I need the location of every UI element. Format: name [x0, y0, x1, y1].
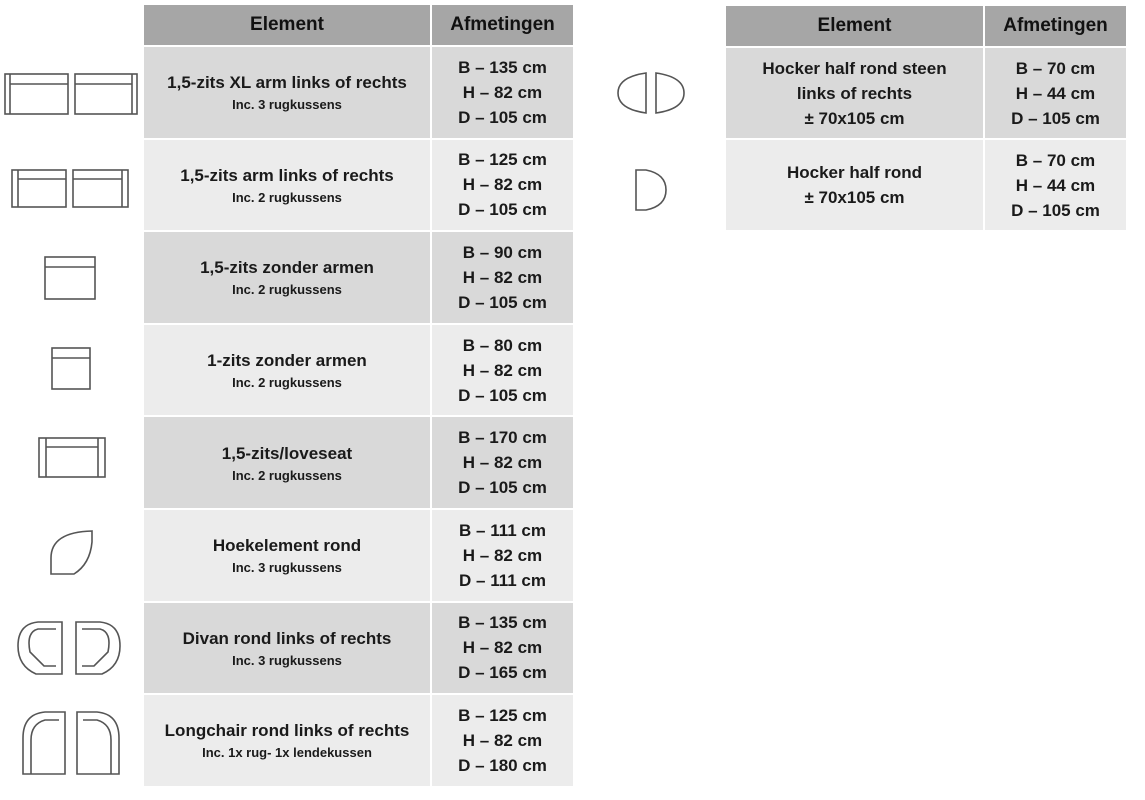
half-round-stool-icon: [634, 168, 668, 212]
dim-height: H – 44 cm: [1015, 175, 1096, 195]
element-name: Hoekelement rond: [212, 536, 362, 556]
element-cell: [144, 603, 430, 694]
table-row: [144, 47, 573, 138]
element-name: 1-zits zonder armen: [207, 351, 367, 371]
element-name-line-2: links of rechts: [796, 83, 913, 103]
modules-table-right: [724, 4, 1128, 232]
element-cell: [144, 325, 430, 416]
element-name: Divan rond links of rechts: [182, 628, 392, 648]
dim-height: H – 82 cm: [462, 360, 543, 380]
dim-height: H – 82 cm: [462, 82, 543, 102]
element-size: ± 70x105 cm: [804, 188, 905, 207]
element-name: Longchair rond links of rechts: [164, 721, 410, 741]
dim-depth: D – 105 cm: [458, 385, 547, 405]
dimensions-cell: [985, 140, 1126, 230]
dimensions-cell: [432, 232, 573, 323]
dim-width: B – 125 cm: [458, 150, 547, 170]
element-subtitle: Inc. 1x rug- 1x lendekussen: [202, 745, 372, 761]
dim-width: B – 111 cm: [459, 520, 546, 540]
modules-table-left: [142, 3, 575, 788]
dim-width: B – 70 cm: [1015, 58, 1096, 78]
dim-depth: D – 105 cm: [458, 107, 547, 127]
dim-height: H – 44 cm: [1015, 83, 1096, 103]
element-name: Hocker half rond: [786, 163, 923, 182]
table-row: [144, 695, 573, 786]
element-cell: [726, 140, 983, 230]
table-row: [144, 140, 573, 231]
header-dimensions: Afmetingen: [432, 5, 573, 45]
dim-height: H – 82 cm: [462, 175, 543, 195]
element-name: Hocker half rond steen: [762, 58, 947, 78]
element-name: 1,5-zits zonder armen: [200, 258, 374, 278]
dim-width: B – 90 cm: [462, 242, 543, 262]
element-subtitle: Inc. 2 rugkussens: [232, 467, 342, 483]
round-corner-icon: [48, 528, 96, 576]
dim-depth: D – 180 cm: [458, 755, 547, 775]
dim-height: H – 82 cm: [462, 453, 543, 473]
dim-width: B – 70 cm: [1015, 150, 1096, 170]
loveseat-icon: [38, 436, 106, 479]
element-cell: [144, 47, 430, 138]
dim-height: H – 82 cm: [462, 545, 543, 565]
dim-height: H – 82 cm: [462, 267, 543, 287]
dim-depth: D – 105 cm: [1011, 108, 1100, 128]
dim-width: B – 170 cm: [458, 428, 547, 448]
element-name: 1,5-zits XL arm links of rechts: [167, 73, 407, 93]
dim-height: H – 82 cm: [462, 730, 543, 750]
table-row: [144, 232, 573, 323]
dimensions-cell: [432, 603, 573, 694]
header-dimensions: Afmetingen: [985, 6, 1126, 46]
table-row: [144, 603, 573, 694]
dimensions-cell: [985, 48, 1126, 138]
round-divan-pair-icon: [14, 618, 124, 680]
table-row: [144, 510, 573, 601]
dim-height: H – 82 cm: [462, 638, 543, 658]
element-subtitle: Inc. 2 rugkussens: [232, 375, 342, 391]
element-size: ± 70x105 cm: [804, 108, 905, 128]
table-row: [144, 325, 573, 416]
header-element: Element: [144, 5, 430, 45]
element-subtitle: Inc. 2 rugkussens: [232, 189, 342, 205]
table-row: [726, 140, 1126, 230]
sofa-xl-arm-pair-icon: [4, 72, 138, 116]
dimensions-cell: [432, 695, 573, 786]
table-row: [726, 48, 1126, 138]
dim-width: B – 135 cm: [458, 613, 547, 633]
dim-depth: D – 105 cm: [458, 292, 547, 312]
dimensions-cell: [432, 140, 573, 231]
element-subtitle: Inc. 2 rugkussens: [232, 282, 342, 298]
header-element: Element: [726, 6, 983, 46]
round-longchair-pair-icon: [19, 708, 123, 778]
half-round-stool-pair-icon: [614, 71, 688, 115]
element-cell: [726, 48, 983, 138]
dim-width: B – 80 cm: [462, 335, 543, 355]
dimensions-cell: [432, 417, 573, 508]
element-cell: [144, 140, 430, 231]
element-name: 1,5-zits/loveseat: [221, 443, 353, 463]
dimensions-cell: [432, 510, 573, 601]
table-row: [144, 417, 573, 508]
element-cell: [144, 417, 430, 508]
dim-depth: D – 165 cm: [458, 663, 547, 683]
dim-depth: D – 105 cm: [1011, 200, 1100, 220]
element-subtitle: Inc. 3 rugkussens: [232, 560, 342, 576]
dim-width: B – 135 cm: [458, 57, 547, 77]
element-name: 1,5-zits arm links of rechts: [180, 165, 394, 185]
element-cell: [144, 232, 430, 323]
element-subtitle: Inc. 3 rugkussens: [232, 97, 342, 113]
dimensions-cell: [432, 47, 573, 138]
sofa-no-arms-icon: [44, 255, 96, 301]
dim-depth: D – 105 cm: [458, 200, 547, 220]
element-cell: [144, 510, 430, 601]
dim-width: B – 125 cm: [458, 705, 547, 725]
dim-depth: D – 105 cm: [458, 478, 547, 498]
element-cell: [144, 695, 430, 786]
dim-depth: D – 111 cm: [459, 570, 546, 590]
dimensions-cell: [432, 325, 573, 416]
sofa-arm-pair-icon: [11, 168, 129, 209]
element-subtitle: Inc. 3 rugkussens: [232, 652, 342, 668]
single-seat-no-arms-icon: [51, 346, 91, 391]
